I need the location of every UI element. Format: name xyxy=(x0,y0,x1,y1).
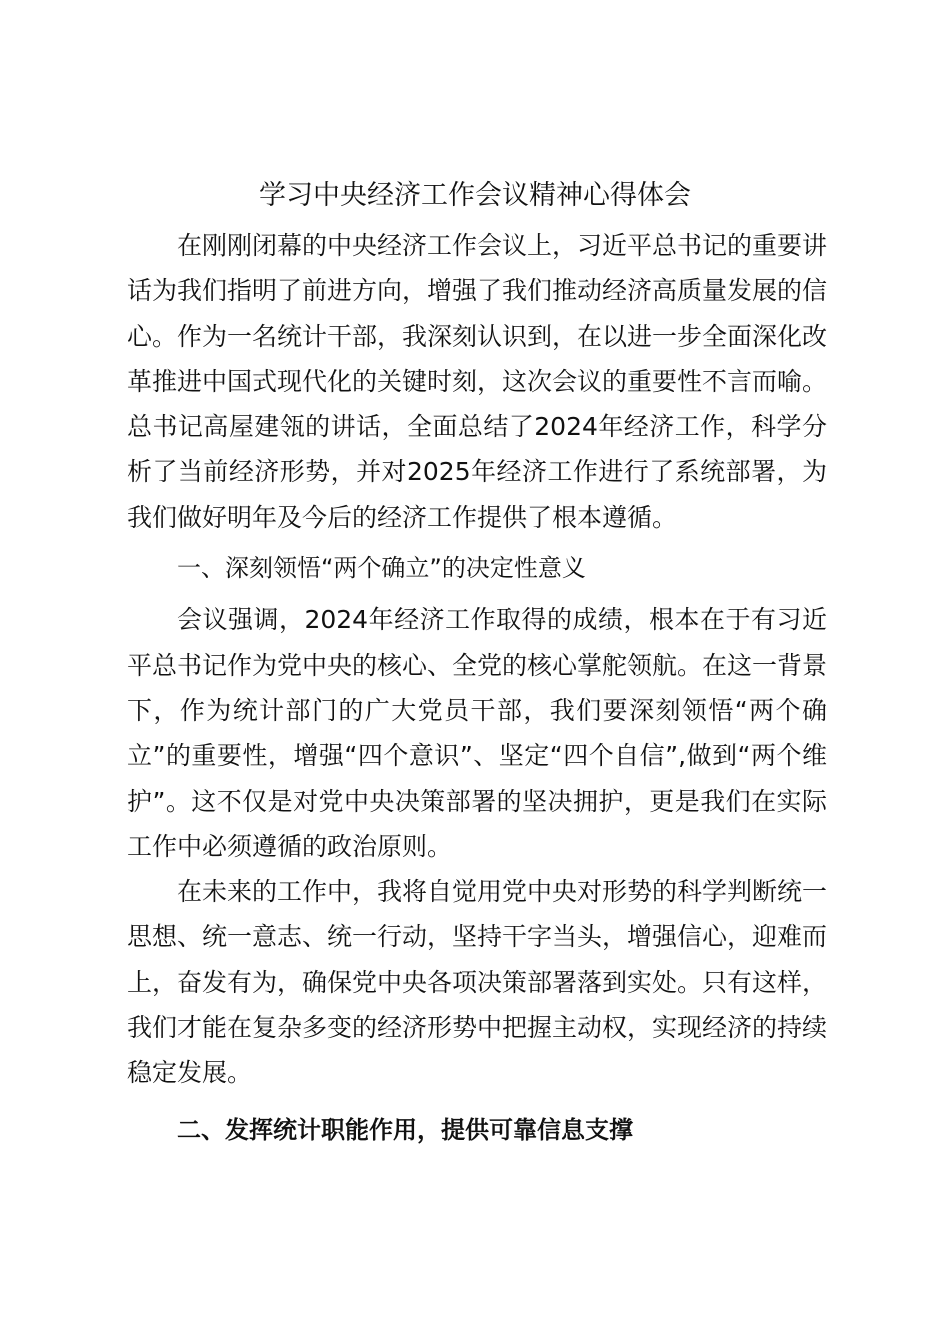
document-body xyxy=(127,223,827,1159)
section-heading-2: 二、发挥统计职能作用，提供可靠信息支撑 xyxy=(177,1115,633,1144)
paragraph-section1-a: 会议强调，2024年经济工作取得的成绩，根本在于有习近平总书记作为党中央的核心、全党的核心掌舵领航。在这一背景下，作为统计部门的广大党员干部，我们要深刻领悟“两个确立”的重要性，增强“四个意识”、坚定“四个自信”,做到“两个维护”。这不仅是对党中央决策部署的坚决拥护，更是我们在实际工作中必须遵循的政治原则。 xyxy=(127,605,828,861)
paragraph-intro: 在刚刚闭幕的中央经济工作会议上，习近平总书记的重要讲话为我们指明了前进方向，增强了我们推动经济高质量发展的信心。作为一名统计干部，我深刻认识到，在以进一步全面深化改革推进中国式现代化的关键时刻，这次会议的重要性不言而喻。总书记高屋建瓴的讲话，全面总结了2024年经济工作，科学分析了当前经济形势，并对2025年经济工作进行了系统部署，为我们做好明年及今后的经济工作提供了根本遵循。 xyxy=(127,231,828,532)
document-title: 学习中央经济工作会议精神心得体会 xyxy=(259,180,691,211)
section-heading-1: 一、深刻领悟“两个确立”的决定性意义 xyxy=(177,554,586,583)
paragraph-section1-b: 在未来的工作中，我将自觉用党中央对形势的科学判断统一思想、统一意志、统一行动，坚持干字当头，增强信心，迎难而上，奋发有为，确保党中央各项决策部署落到实处。只有这样，我们才能在复杂多变的经济形势中把握主动权，实现经济的持续稳定发展。 xyxy=(127,877,828,1088)
